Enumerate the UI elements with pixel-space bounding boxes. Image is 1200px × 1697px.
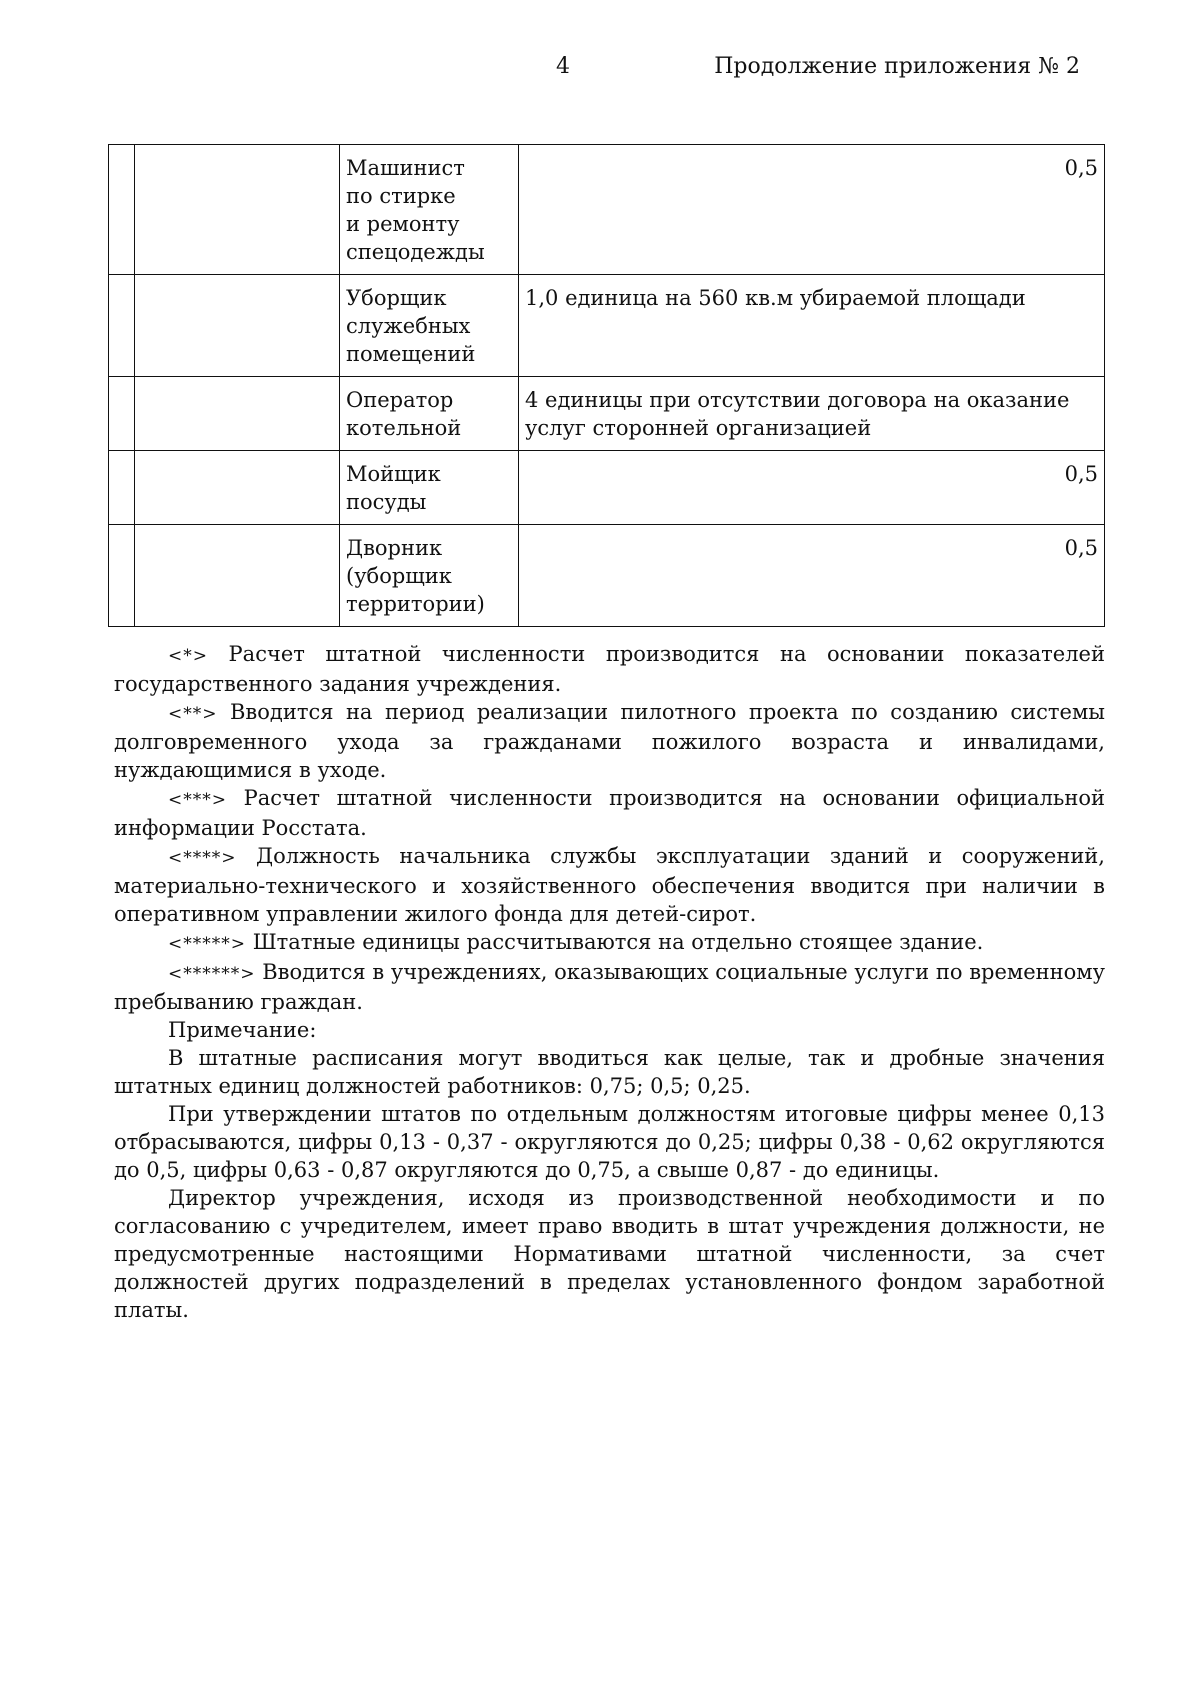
position-cell bbox=[340, 275, 519, 377]
position-line: спецодежды bbox=[346, 240, 485, 264]
footnote-marker: <*> bbox=[168, 646, 208, 666]
position-line: Дворник bbox=[346, 536, 443, 560]
table-row bbox=[109, 145, 1105, 275]
footnote-text: Вводится на период реализации пилотного проекта по созданию системы долговременного ухода за гражданами пожилого возраста и инвалидами, нуждающимися в уходе. bbox=[114, 700, 1105, 782]
empty-cell bbox=[135, 275, 340, 377]
position-line: служебных bbox=[346, 314, 471, 338]
footnote-text: Штатные единицы рассчитываются на отдельно стоящее здание. bbox=[252, 930, 984, 954]
norm-cell: 0,5 bbox=[519, 145, 1105, 275]
footnote-marker: <******> bbox=[168, 964, 256, 984]
norm-cell: 4 единицы при отсутствии договора на оказание услуг сторонней организацией bbox=[519, 377, 1105, 451]
footnote-4 bbox=[114, 842, 1105, 928]
empty-cell bbox=[135, 451, 340, 525]
norm-cell: 1,0 единица на 560 кв.м убираемой площади bbox=[519, 275, 1105, 377]
footnote-text: Вводится в учреждениях, оказывающих социальные услуги по временному пребыванию граждан. bbox=[114, 960, 1105, 1014]
position-line: по стирке bbox=[346, 184, 456, 208]
footnote-text: Расчет штатной численности производится на основании показателей государственного задания учреждения. bbox=[114, 642, 1105, 696]
footnote-marker: <*****> bbox=[168, 934, 246, 954]
footnote-marker: <**> bbox=[168, 704, 218, 724]
empty-cell bbox=[135, 145, 340, 275]
position-cell bbox=[340, 377, 519, 451]
position-line: Машинист bbox=[346, 156, 465, 180]
position-line: Оператор bbox=[346, 388, 454, 412]
remark-paragraph-1: В штатные расписания могут вводиться как целые, так и дробные значения штатных единиц должностей работников: 0,75; 0,5; 0,25. bbox=[114, 1046, 1105, 1098]
remark-heading: Примечание: bbox=[168, 1018, 317, 1042]
appendix-reference: Продолжение приложения № 2 bbox=[714, 54, 1080, 79]
page-number: 4 bbox=[556, 54, 570, 79]
empty-cell bbox=[109, 525, 135, 627]
footnote-text: Расчет штатной численности производится на основании официальной информации Росстата. bbox=[114, 786, 1105, 840]
empty-cell bbox=[109, 377, 135, 451]
norm-cell: 0,5 bbox=[519, 525, 1105, 627]
position-line: территории) bbox=[346, 592, 485, 616]
position-cell bbox=[340, 525, 519, 627]
position-line: Мойщик посуды bbox=[346, 462, 441, 514]
position-cell bbox=[340, 145, 519, 275]
position-line: Уборщик bbox=[346, 286, 447, 310]
footnote-marker: <***> bbox=[168, 790, 227, 810]
empty-cell bbox=[135, 525, 340, 627]
remark-paragraph-2: При утверждении штатов по отдельным должностям итоговые цифры менее 0,13 отбрасываются, цифры 0,13 - 0,37 - округляются до 0,25; цифры 0,38 - 0,62 округляются до 0,5, цифры 0,63 - 0,87 округляются до 0,75, а свыше 0,87 - до единицы. bbox=[114, 1102, 1105, 1182]
table-body bbox=[109, 145, 1105, 627]
footnote-1 bbox=[114, 640, 1105, 698]
footnote-6 bbox=[114, 958, 1105, 1016]
table-row bbox=[109, 275, 1105, 377]
footnote-5 bbox=[114, 928, 1105, 958]
position-cell bbox=[340, 451, 519, 525]
position-line: помещений bbox=[346, 342, 476, 366]
empty-cell bbox=[109, 451, 135, 525]
table-row bbox=[109, 525, 1105, 627]
empty-cell bbox=[135, 377, 340, 451]
footnote-2 bbox=[114, 698, 1105, 784]
footnotes-section bbox=[114, 640, 1105, 1324]
empty-cell bbox=[109, 145, 135, 275]
position-line: и ремонту bbox=[346, 212, 460, 236]
empty-cell bbox=[109, 275, 135, 377]
remark-paragraph-3: Директор учреждения, исходя из производственной необходимости и по согласованию с учредителем, имеет право вводить в штат учреждения должности, не предусмотренные настоящими Нормативами штатной численности, за счет должностей других подразделений в пределах установленного фондом заработной платы. bbox=[114, 1186, 1105, 1322]
position-line: (уборщик bbox=[346, 564, 452, 588]
position-line: котельной bbox=[346, 416, 462, 440]
footnote-marker: <****> bbox=[168, 848, 237, 868]
table-row bbox=[109, 377, 1105, 451]
footnote-3 bbox=[114, 784, 1105, 842]
footnote-text: Должность начальника службы эксплуатации зданий и сооружений, материально-технического и хозяйственного обеспечения вводится при наличии в оперативном управлении жилого фонда для детей-сирот. bbox=[114, 844, 1105, 926]
staffing-norms-table bbox=[108, 144, 1105, 627]
norm-cell: 0,5 bbox=[519, 451, 1105, 525]
table-row bbox=[109, 451, 1105, 525]
